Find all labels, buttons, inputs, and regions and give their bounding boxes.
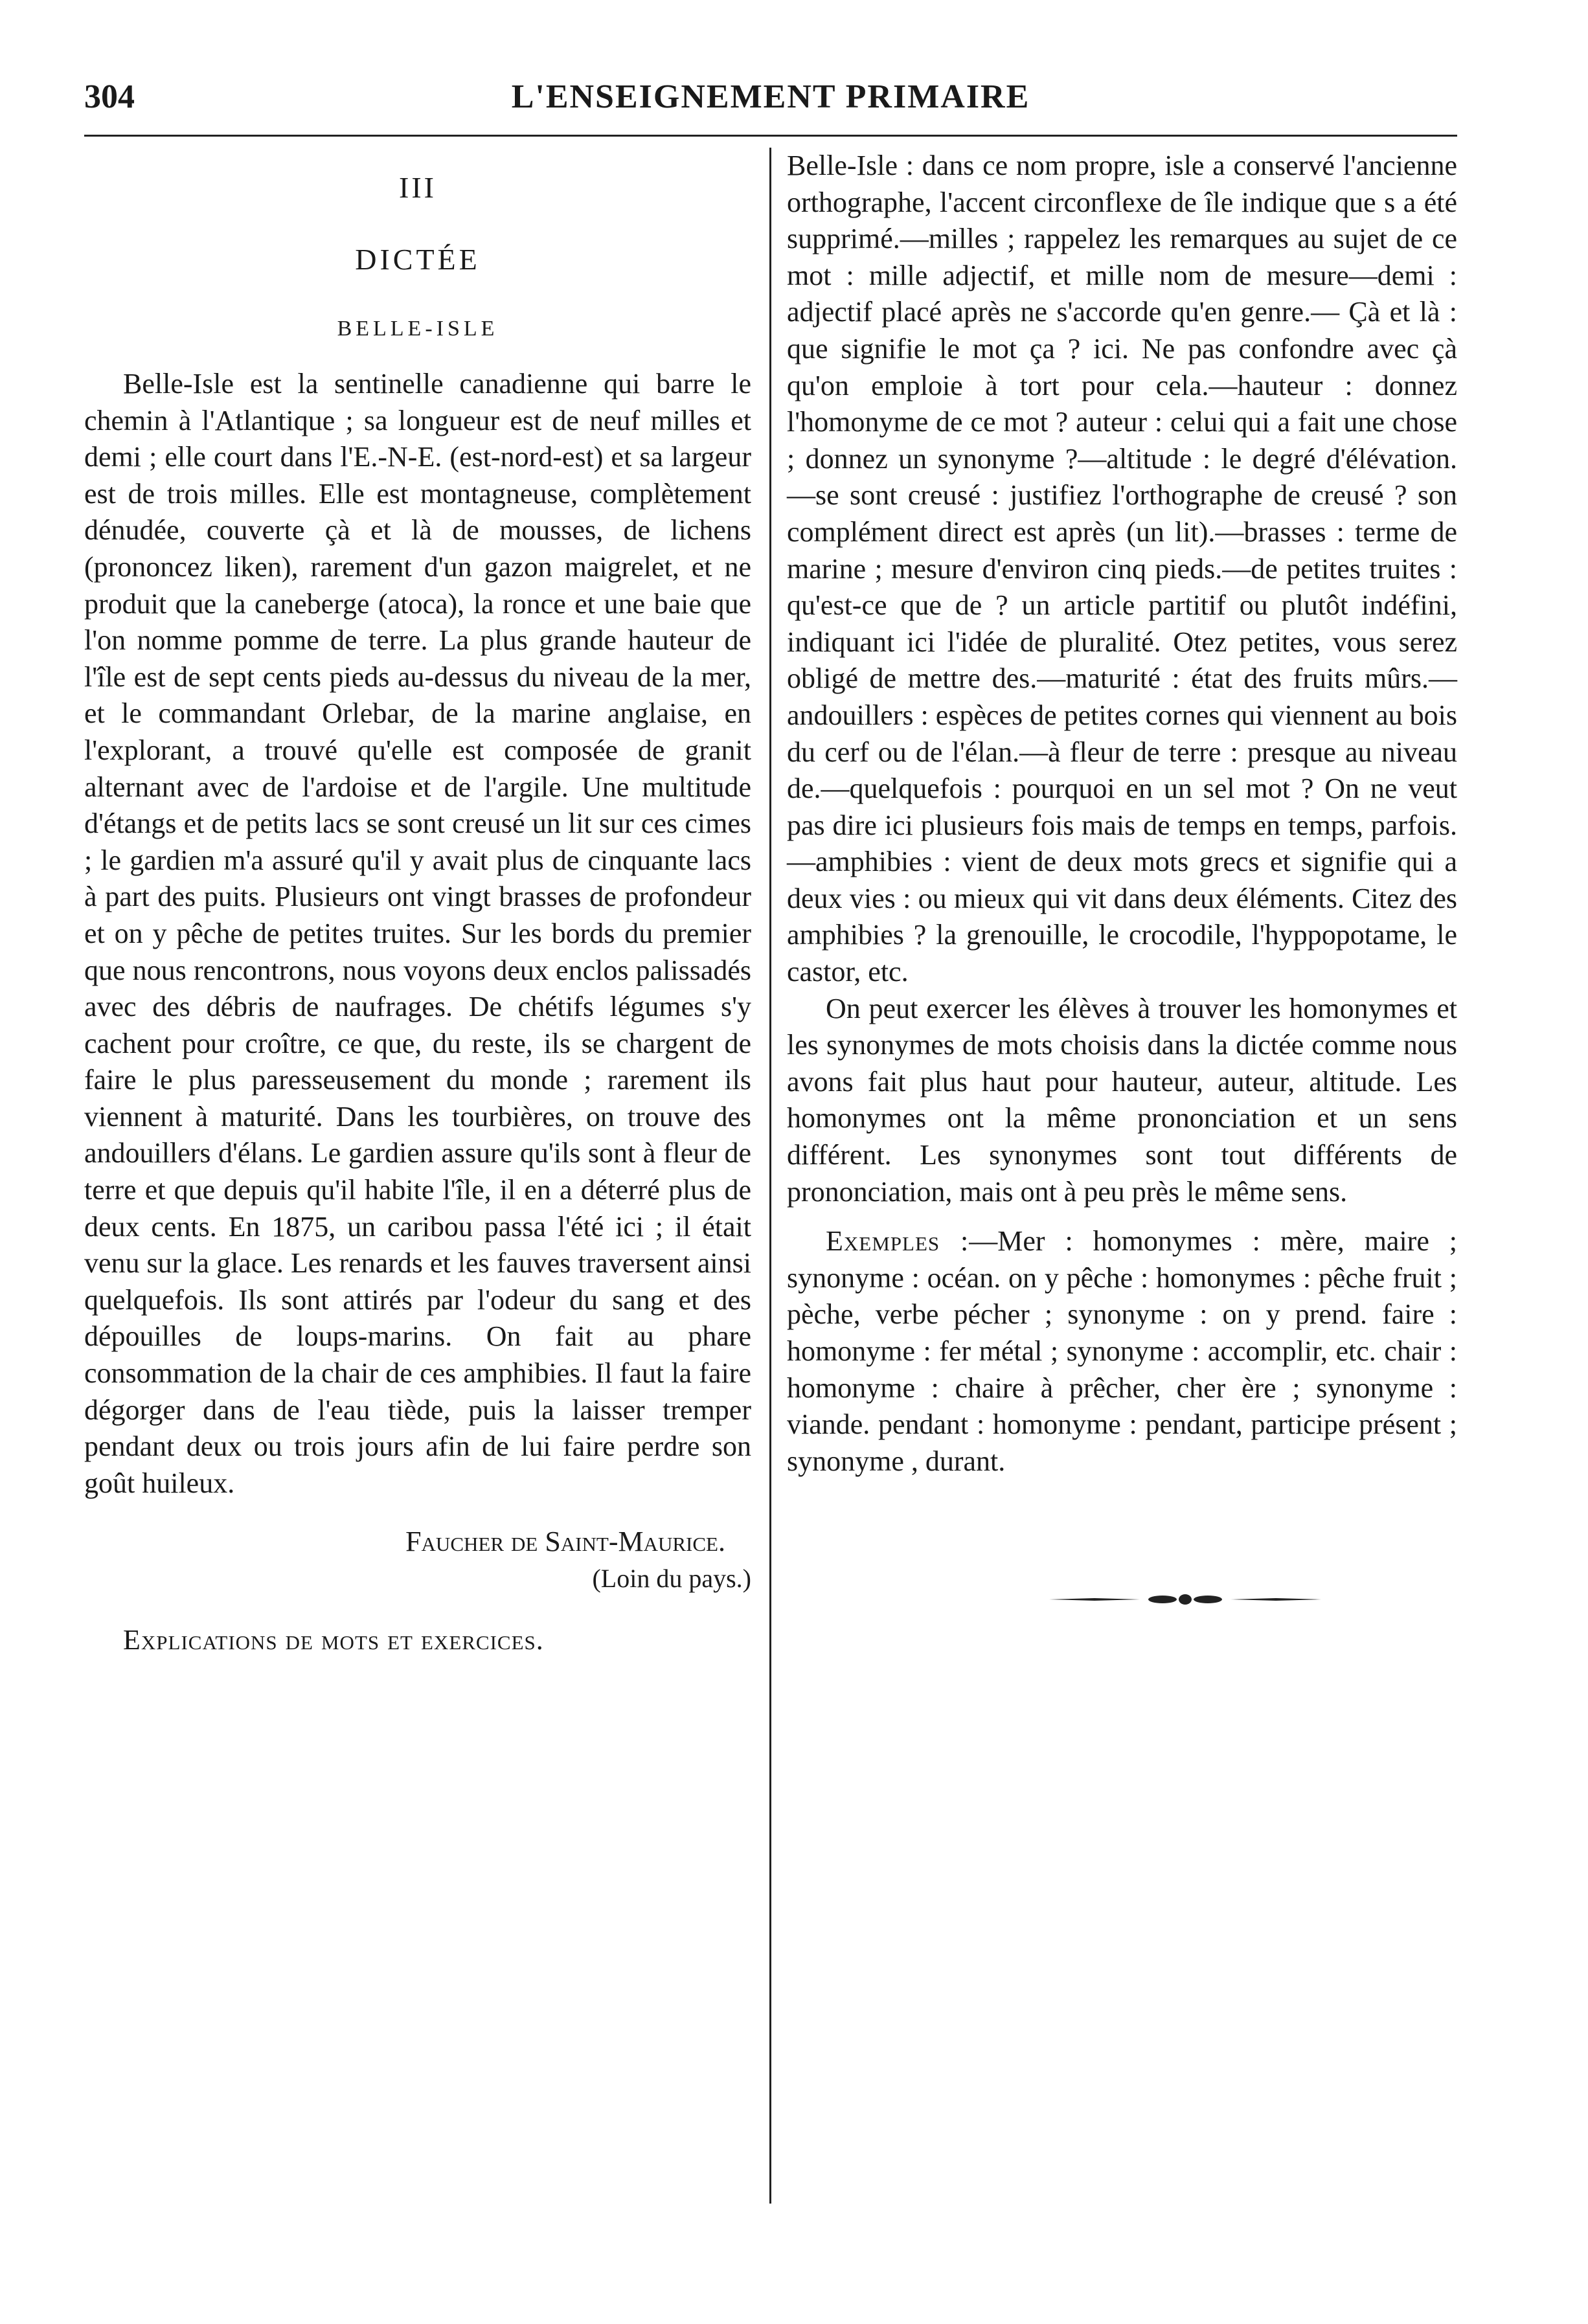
exemples-label: Exemples : bbox=[826, 1225, 970, 1258]
section-number: III bbox=[399, 171, 437, 204]
page bbox=[84, 71, 1458, 1656]
exercise-paragraph: On peut exercer les élèves à trouver les homonymes et les synonymes de mots choisis dans la dictée comme nous avons fait plus haut pour hauteur, auteur, altitude. Les homonymes ont la même prononciation et un sens différent. Les synonymes sont tout différents de prononciation, mais ont à peu près le même sens. bbox=[787, 992, 1457, 1208]
left-column bbox=[84, 148, 751, 1659]
running-title: L'ENSEIGNEMENT PRIMAIRE bbox=[511, 78, 1030, 115]
column-divider bbox=[769, 148, 771, 2204]
two-column-body bbox=[84, 148, 1457, 2207]
page-number: 304 bbox=[84, 78, 135, 115]
section-title: DICTÉE bbox=[355, 243, 481, 276]
exemples-text: —Mer : homonymes : mère, maire ; synonyme : océan. on y pêche : homonymes : pêche fruit ; pèche, verbe pécher ; synonyme : on y prend. faire : homonyme : fer métal ; synonyme : accomplir, etc. chair : homonyme : chaire à prêcher, cher ère ; synonyme : viande. pendant : homonyme : pendant, participe présent ; synonyme , durant. bbox=[787, 1225, 1458, 1477]
author-signature: Faucher de Saint-Maurice. bbox=[405, 1526, 725, 1558]
section-subtitle: BELLE-ISLE bbox=[337, 317, 499, 341]
source-reference: (Loin du pays.) bbox=[592, 1564, 751, 1594]
ornament-divider-icon bbox=[1049, 1592, 1321, 1607]
explications-paragraph: Belle-Isle : dans ce nom propre, isle a conservé l'ancienne orthographe, l'accent circonflexe de île indique que s a été supprimé.—milles ; rappelez les remarques au sujet de ce mot : mille adjectif, et mille nom de mesure—demi : adjectif placé après ne s'accorde qu'en genre.— Çà et là : que signifie le mot ça ? ici. Ne pas confondre avec çà qu'on emploie à tort pour cela.—hauteur : donnez l'homonyme de ce mot ? auteur : celui qui a fait une chose ; donnez un synonyme ?—altitude : le degré d'élévation.—se sont creusé : justifiez l'orthographe de creusé ? son complément direct est après (un lit).—brasses : terme de marine ; mesure d'environ cinq pieds.—de petites truites : qu'est-ce que de ? un article partitif ou plutôt indéfini, indiquant ici l'idée de pluralité. Otez petites, vous serez obligé de mettre des.—maturité : état des fruits mûrs.—andouillers : espèces de petites cornes qui viennent au bois du cerf ou de l'élan.—à fleur de terre : presque au niveau de.—quelquefois : pourquoi en un sel mot ? On ne veut pas dire ici plusieurs fois mais de temps en temps, parfois.—amphibies : vient de deux mots grecs et signifie qui a deux vies : ou mieux qui vit dans deux éléments. Citez des amphibies ? la grenouille, le crocodile, l'hyppopotame, le castor, etc. bbox=[787, 150, 1457, 988]
explications-heading: Explications de mots et exercices. bbox=[123, 1624, 544, 1656]
page-header bbox=[84, 71, 1457, 142]
explications-start bbox=[84, 1622, 751, 1659]
exemples-paragraph bbox=[787, 1223, 1457, 1480]
dictee-paragraph: Belle-Isle est la sentinelle canadienne qui barre le chemin à l'Atlantique ; sa longueur est de neuf milles et demi ; elle court dans l'E.-N-E. (est-nord-est) et sa largeur est de trois milles. Elle est montagneuse, complètement dénudée, couverte çà et là de mousses, de lichens (prononcez liken), rarement d'un gazon maigrelet, et ne produit que la caneberge (atoca), la ronce et une baie que l'on nomme pomme de terre. La plus grande hauteur de l'île est de sept cents pieds au-dessus du niveau de la mer, et le commandant Orlebar, de la marine anglaise, en l'explorant, a trouvé qu'elle est composée de granit alternant avec de l'ardoise et de l'argile. Une multitude d'étangs et de petits lacs se sont creusé un lit sur ces cimes ; le gardien m'a assuré qu'il y avait plus de cinquante lacs à part des puits. Plusieurs ont vingt brasses de profondeur et on y pêche de petites truites. Sur les bords du premier que nous rencontrons, nous voyons deux enclos palissadés avec des débris de naufrages. De chétifs légumes s'y cachent pour croître, ce que, du reste, ils se chargent de faire le plus paresseusement du monde ; rarement ils viennent à maturité. Dans les tourbières, on trouve des andouillers d'élans. Le gardien assure qu'ils sont à fleur de terre et que depuis qu'il habite l'île, il en a déterré plus de deux cents. En 1875, un caribou passa l'été ici ; il était venu sur la glace. Les renards et les fauves traversent ainsi quelquefois. Ils sont attirés par l'odeur du sang et des dépouilles de loups-marins. On fait au phare consommation de la chair de ces amphibies. Il faut la faire dégorger dans de l'eau tiède, puis la laisser tremper pendant deux ou trois jours afin de lui faire perdre son goût huileux. bbox=[84, 368, 751, 1499]
right-column bbox=[787, 148, 1457, 1480]
header-rule bbox=[84, 135, 1457, 137]
